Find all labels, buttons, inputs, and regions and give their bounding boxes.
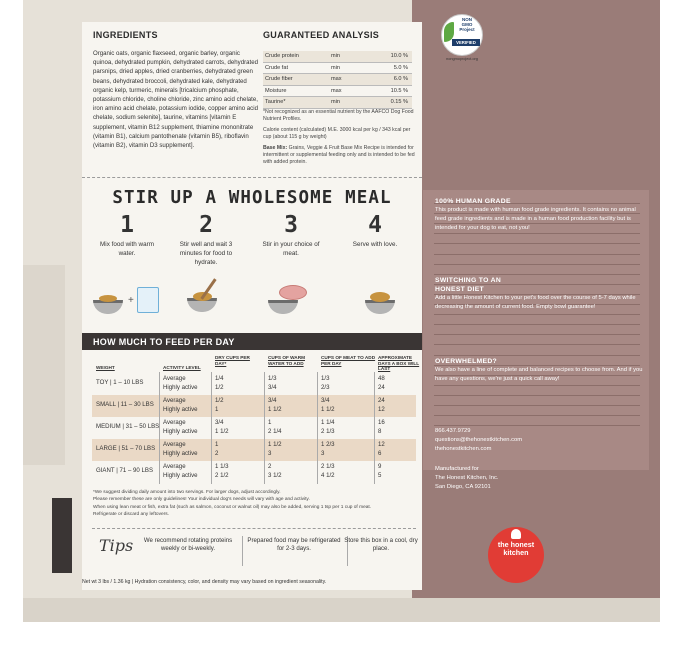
manufacturer-section: Manufactured for The Honest Kitchen, Inc. San Diego, CA 92101 (435, 466, 499, 491)
feed-title: HOW MUCH TO FEED PER DAY (93, 337, 235, 347)
header-dry-cups: DRY CUPS PER DAY* (215, 355, 250, 366)
switching-section (435, 276, 647, 312)
header-days: APPROXIMATE DAYS A BOX WILL LAST (378, 355, 420, 372)
analysis-row: Taurine* min 0.15 % (263, 97, 412, 109)
table-row: SMALL | 11 – 30 LBS Average Highly active 1/2 1 3/4 1 1/2 3/4 1 1/2 24 12 (92, 395, 416, 417)
email-address: questions@thehonestkitchen.com (435, 437, 523, 444)
badge-url: nongmoproject.org (446, 57, 478, 61)
step-2: 2 Stir well and wait 3 minutes for food to hydrate. (179, 212, 233, 266)
table-row: LARGE | 51 – 70 LBS Average Highly active 1 2 1 1/2 3 1 2/3 3 12 6 (92, 439, 416, 461)
feed-footnotes: *We suggest dividing daily amount into two servings. For larger dogs, adjust accordingly. Please remember these are only guidelines! Your individual dog's needs will vary with age and activity. When using lean meat or fish, extra fat (such as salmon, coconut or walnut oil) may also be added, serving 1 tsp per 1 cup of meat. Refrigerate or discard any leftovers. (93, 490, 372, 517)
table-divider (211, 372, 212, 484)
step-1: 1 Mix food with warm water. (100, 212, 154, 257)
left-dark-block (52, 498, 72, 573)
analysis-title: GUARANTEED ANALYSIS (263, 30, 380, 40)
dog-icon (511, 529, 521, 539)
verified-label: VERIFIED (452, 39, 480, 46)
plus-icon: + (128, 295, 134, 306)
tips-divider (92, 528, 416, 529)
left-accent-block (23, 265, 65, 465)
human-grade-heading: 100% HUMAN GRADE (435, 198, 511, 205)
analysis-notes (263, 109, 415, 170)
switching-heading: SWITCHING TO AN HONEST DIET (435, 277, 502, 293)
analysis-row: Crude fiber max 6.0 % (263, 74, 412, 86)
human-grade-section (435, 197, 647, 234)
step-4: 4 Serve with love. (352, 212, 398, 248)
table-divider (159, 372, 160, 484)
header-meat: CUPS OF MEAT TO ADD PER DAY (321, 355, 376, 366)
table-divider (374, 372, 375, 484)
overwhelmed-text: We also have a line of complete and balanced recipes to choose from. And if you have any questions, we're just a quick call away! (435, 367, 643, 383)
tips-label: Tips (99, 536, 134, 555)
tip-separator (242, 536, 243, 566)
website: thehonestkitchen.com (435, 446, 492, 453)
analysis-table (263, 51, 412, 109)
table-divider (317, 372, 318, 484)
taurine-note: *Not recognized as an essential nutrient by the AAFCO Dog Food Nutrient Profiles. (263, 109, 414, 123)
contact-section (435, 427, 522, 455)
table-divider (264, 372, 265, 484)
net-weight: Net wt 3 lbs / 1.36 kg | Hydration consistency, color, and density may vary based on ingredient seasonality. (82, 579, 327, 585)
switching-text: Add a little Honest Kitchen to your pet's food over the course of 5-7 days while decreasing the amount of current food. Empty bowl guarantee! (435, 295, 636, 311)
table-row: TOY | 1 – 10 LBS Average Highly active 1/4 1/2 1/3 3/4 1/3 2/3 48 24 (96, 375, 385, 391)
badge-text: NON GMO Project (459, 17, 475, 32)
tip-store: Store this box in a cool, dry place. (344, 537, 418, 553)
header-water: CUPS OF WARM WATER TO ADD (268, 355, 305, 366)
header-weight: WEIGHT (96, 365, 115, 370)
ingredients-text: Organic oats, organic flaxseed, organic barley, organic quinoa, dehydrated pumpkin, dehydrated carrots, dehydrated parsnips, dried apples, dried cranberries, dehydrated green beans, dehydrated broccoli, dehydrated kale, dehydrated organic kelp, turmeric, minerals [tricalcium phosphate, potassium chloride, choline chloride, zinc amino acid chelate, iron amino acid chelate, potassium iodide, copper amino acid chelate, sodium selenite], taurine, vitamins [vitamin E supplement, vitamin B12 supplement, thiamine mononitrate (vitamin B1), calcium pantothenate (vitamin B5), riboflavin (vitamin B2), vitamin D3 supplement]. (93, 50, 258, 150)
header-activity: ACTIVITY LEVEL (163, 365, 201, 370)
analysis-row: Crude protein min 10.0 % (263, 51, 412, 63)
analysis-row: Crude fat min 5.0 % (263, 63, 412, 75)
box-bottom-edge (23, 598, 660, 622)
tip-refrigerate: Prepared food may be refrigerated for 2-3 days. (247, 537, 341, 553)
table-row: GIANT | 71 – 90 LBS Average Highly active 1 1/3 2 1/2 2 3 1/2 2 1/3 4 1/2 9 5 (96, 463, 382, 479)
calorie-note: Calorie content (calculated) M.E. 3000 kcal per kg / 343 kcal per cup (about 115 g by weight) (263, 126, 411, 141)
tip-rotate: We recommend rotating proteins weekly or bi-weekly. (143, 537, 233, 553)
section-divider (82, 177, 422, 178)
water-jug-icon (137, 287, 159, 313)
overwhelmed-section (435, 357, 647, 384)
logo-text: the honest kitchen (497, 540, 535, 557)
step-3: 3 Stir in your choice of meat. (262, 212, 320, 257)
base-mix-note: Base Mix: Grains, Veggie & Fruit Base Mix Recipe is intended for intermittent or supplemental feeding only and is intended to be fed with added protein. (263, 144, 415, 166)
stir-title: STIR UP A WHOLESOME MEAL (112, 188, 392, 208)
overwhelmed-heading: OVERWHELMED? (435, 358, 498, 365)
phone-number: 866.437.9729 (435, 428, 471, 434)
ingredients-title: INGREDIENTS (93, 30, 158, 40)
human-grade-text: This product is made with human food grade ingredients. It contains no animal feed grade ingredients and is made in a human food production facility but is intended for your dog to eat, not you! (435, 207, 636, 232)
table-row: MEDIUM | 31 – 50 LBS Average Highly active 3/4 1 1/2 1 2 1/4 1 1/4 2 1/3 16 8 (96, 419, 385, 435)
analysis-row: Moisture max 10.5 % (263, 86, 412, 98)
